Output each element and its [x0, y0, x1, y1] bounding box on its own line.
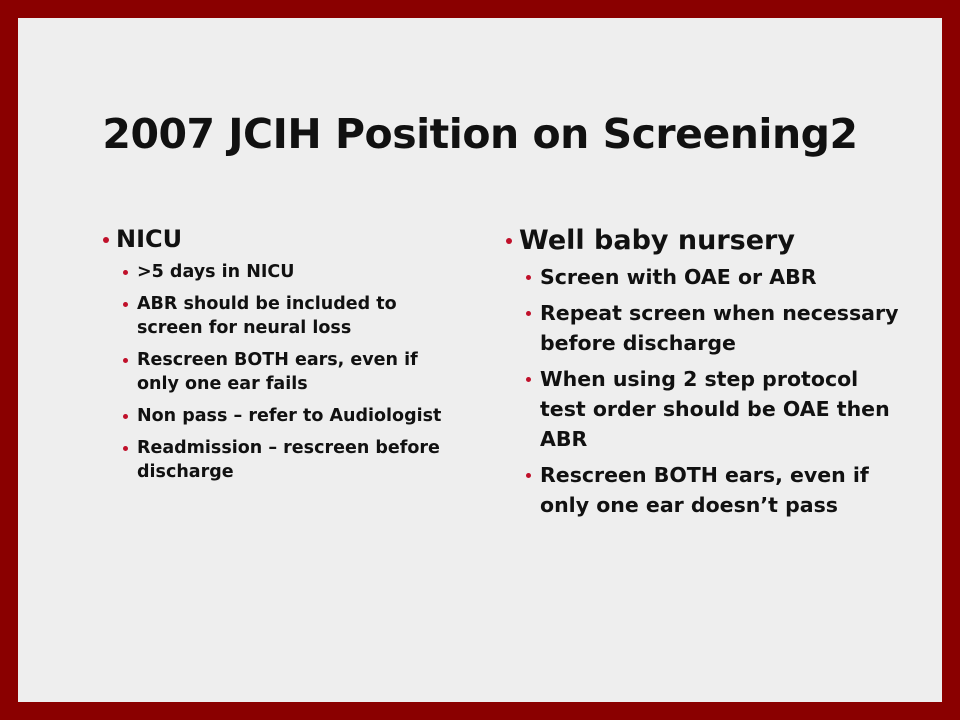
- nicu-heading: NICU: [102, 222, 462, 256]
- list-item: Repeat screen when necessary before discharge: [505, 298, 905, 358]
- list-item: Non pass – refer to Audiologist: [102, 404, 462, 428]
- list-item: ABR should be included to screen for neural loss: [102, 292, 462, 340]
- list-item: Screen with OAE or ABR: [505, 262, 905, 292]
- well-baby-heading: Well baby nursery: [505, 222, 905, 260]
- well-baby-list: [505, 262, 905, 520]
- list-item: Rescreen BOTH ears, even if only one ear doesn’t pass: [505, 460, 905, 520]
- list-item: Rescreen BOTH ears, even if only one ear fails: [102, 348, 462, 396]
- nicu-list: [102, 260, 462, 484]
- list-item: Readmission – rescreen before discharge: [102, 436, 462, 484]
- nicu-column: [102, 222, 462, 492]
- well-baby-column: [505, 222, 905, 526]
- list-item: When using 2 step protocol test order should be OAE then ABR: [505, 364, 905, 454]
- slide-title: 2007 JCIH Position on Screening2: [102, 110, 858, 158]
- list-item: >5 days in NICU: [102, 260, 462, 284]
